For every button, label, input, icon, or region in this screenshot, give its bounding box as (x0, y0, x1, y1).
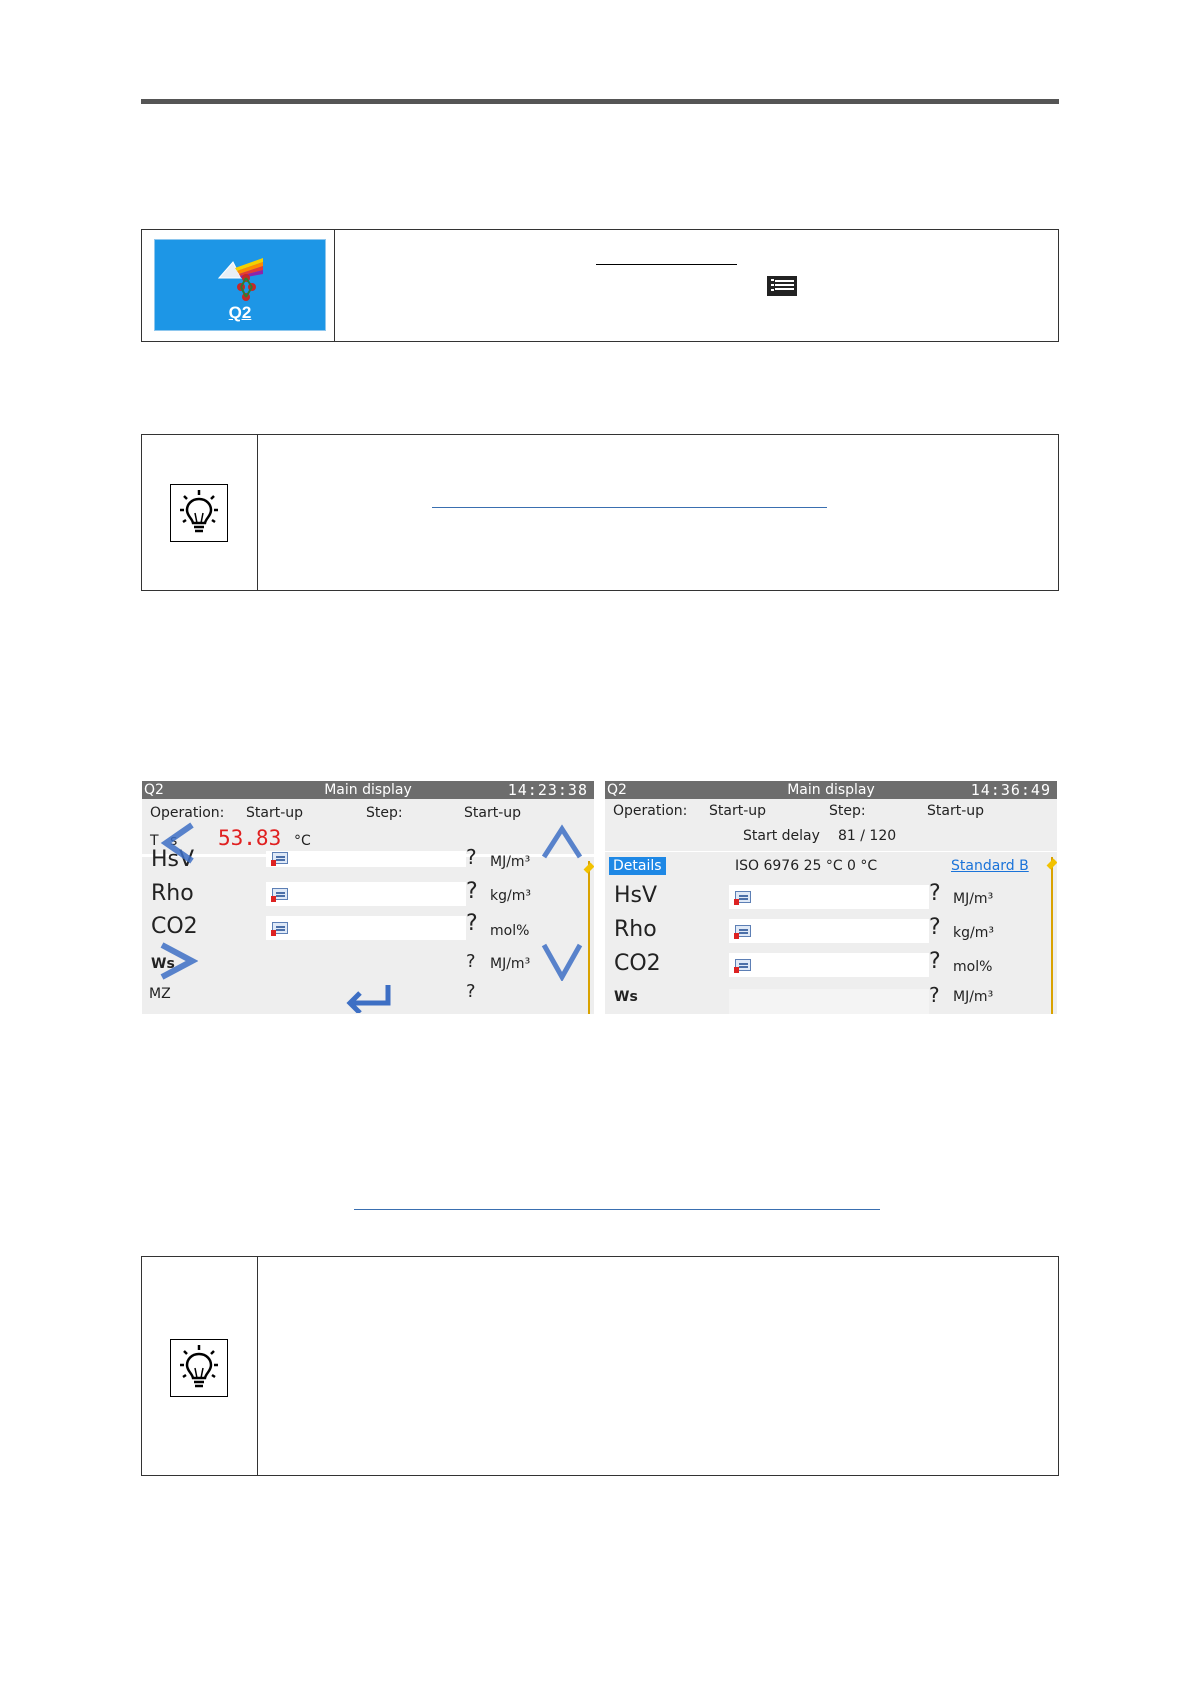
row-unit-rho: kg/m³ (953, 925, 994, 941)
row-name-rho: Rho (151, 881, 194, 906)
row-value-hsv: ? (929, 881, 941, 906)
row-name-rho: Rho (614, 917, 657, 942)
header-rule (141, 99, 1059, 104)
row-unit-hsv: MJ/m³ (490, 854, 531, 870)
device-name: Q2 (144, 782, 164, 798)
value-field-hsv (729, 885, 929, 909)
row-name-co2: CO2 (151, 914, 198, 939)
row-value-ws: ? (466, 951, 476, 972)
arrow-up-icon[interactable] (540, 823, 584, 859)
row-value-mz: ? (466, 981, 476, 1002)
row-unit-ws: MJ/m³ (953, 989, 994, 1005)
q2-tile-label: Q2 (228, 303, 252, 322)
standard-link[interactable]: Standard B (951, 858, 1029, 874)
arrow-left-icon[interactable] (160, 821, 196, 865)
row-unit-hsv: MJ/m³ (953, 891, 994, 907)
operation-value: Start-up (709, 803, 767, 819)
title-bar (142, 781, 594, 799)
row-name-mz: MZ (149, 986, 171, 1002)
row-unit-co2: mol% (953, 959, 993, 975)
arrow-right-icon[interactable] (158, 941, 198, 981)
box-divider (334, 230, 335, 341)
operation-value: Start-up (246, 805, 304, 821)
row-unit-co2: mol% (490, 923, 530, 939)
iso-standard-info: ISO 6976 25 °C 0 °C (735, 858, 878, 874)
start-delay-value: 81 / 120 (838, 828, 897, 844)
value-field-ws (729, 989, 929, 1014)
scrollbar[interactable] (1051, 857, 1053, 1014)
box-divider (257, 1257, 258, 1475)
row-unit-ws: MJ/m³ (490, 956, 531, 972)
title-bar (605, 781, 1057, 799)
row-separator (605, 851, 1057, 852)
row-unit-rho: kg/m³ (490, 888, 531, 904)
value-field-rho (266, 882, 466, 906)
value-field-rho (729, 919, 929, 943)
operation-label: Operation: (613, 803, 688, 819)
q2-info-box (141, 229, 1059, 342)
tip-box-1 (141, 434, 1059, 591)
step-value: Start-up (464, 805, 522, 821)
menu-list-icon (767, 276, 797, 296)
row-name-hsv: HsV (151, 847, 195, 872)
tip-box-2 (141, 1256, 1059, 1476)
row-name-ws: Ws (151, 956, 175, 972)
step-value: Start-up (927, 803, 985, 819)
start-delay-label: Start delay (743, 828, 820, 844)
operation-label: Operation: (150, 805, 225, 821)
lightbulb-icon (170, 1339, 228, 1397)
temp-label-tail: s (170, 833, 178, 849)
row-value-ws: ? (929, 983, 940, 1007)
main-display-screen-1 (142, 781, 594, 1014)
q2-app-tile[interactable] (154, 239, 326, 331)
main-display-screen-2 (605, 781, 1057, 1014)
step-label: Step: (366, 805, 403, 821)
temp-unit: °C (294, 833, 311, 849)
row-name-co2: CO2 (614, 951, 661, 976)
enter-icon[interactable] (344, 983, 396, 1013)
device-name: Q2 (607, 782, 627, 798)
box-divider (257, 435, 258, 590)
row-name-hsv: HsV (614, 883, 658, 908)
scroll-thumb[interactable] (1047, 859, 1057, 870)
scroll-thumb[interactable] (584, 863, 594, 874)
lightbulb-icon (170, 484, 228, 542)
scrollbar[interactable] (588, 861, 590, 1014)
clock: 14:36:49 (970, 781, 1051, 799)
row-value-co2: ? (466, 911, 478, 936)
link-underline (354, 1209, 880, 1210)
temp-value: 53.83 (218, 826, 282, 850)
row-name-ws: Ws (614, 989, 638, 1005)
link-underline (432, 507, 827, 508)
screen-title: Main display (787, 782, 875, 798)
row-value-rho: ? (466, 879, 478, 904)
value-field-co2 (266, 916, 466, 940)
value-field-hsv (266, 851, 466, 867)
temp-label: T (150, 833, 159, 849)
arrow-down-icon[interactable] (540, 941, 584, 981)
value-field-co2 (729, 953, 929, 977)
screen-title: Main display (324, 782, 412, 798)
prism-spectrum-icon (215, 254, 271, 302)
row-value-rho: ? (929, 915, 941, 940)
row-value-co2: ? (929, 949, 941, 974)
step-label: Step: (829, 803, 866, 819)
details-button[interactable]: Details (609, 857, 666, 875)
clock: 14:23:38 (507, 781, 588, 799)
text-underline (596, 264, 737, 265)
row-value-hsv: ? (466, 845, 477, 869)
